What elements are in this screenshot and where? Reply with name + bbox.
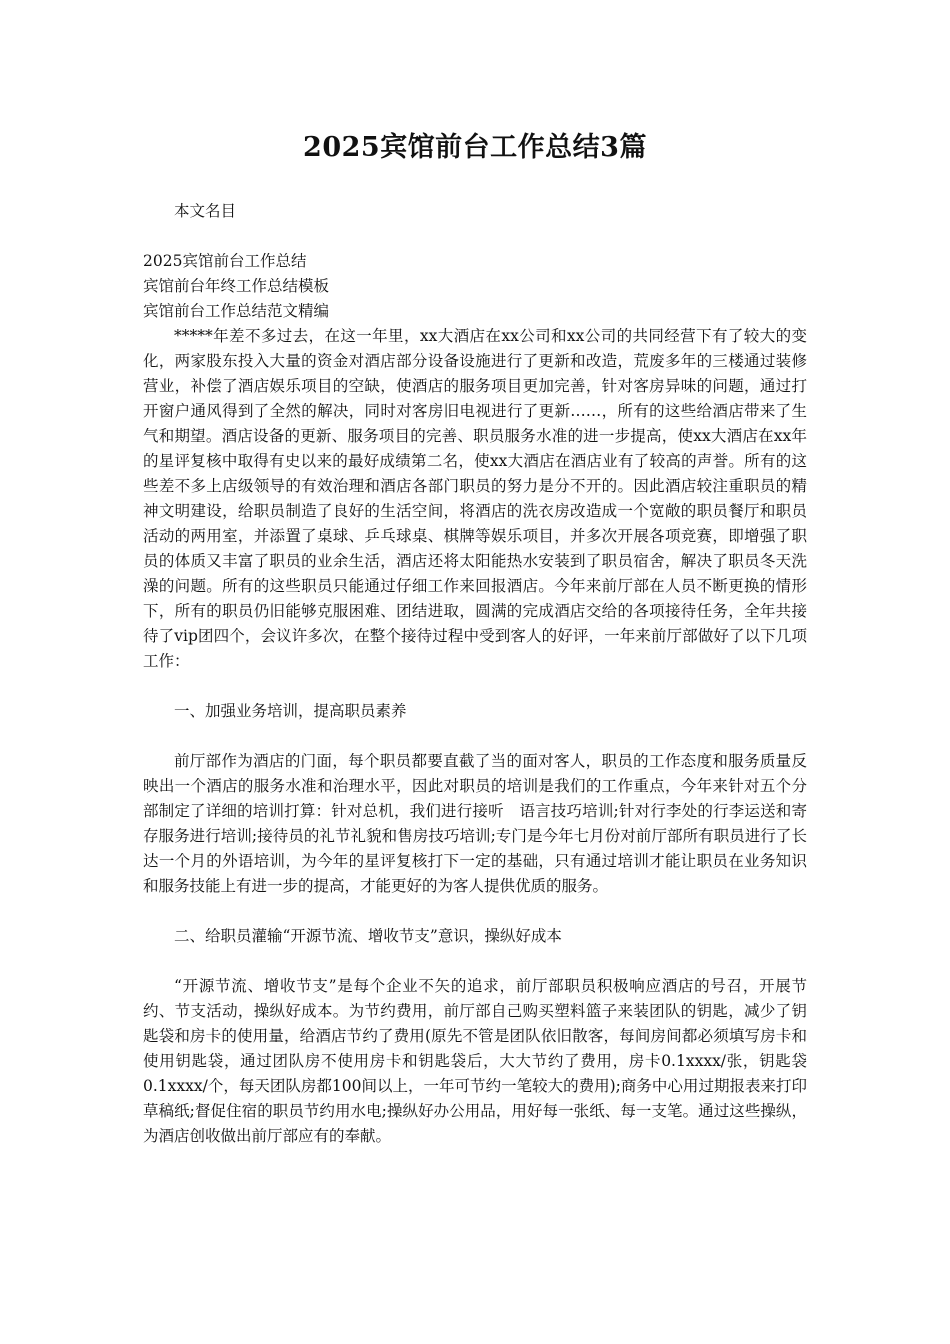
toc-item[interactable]: 宾馆前台年终工作总结模板 — [143, 277, 330, 295]
spacer — [143, 724, 807, 749]
document-body — [143, 199, 807, 1149]
toc-item[interactable]: 2025宾馆前台工作总结 — [143, 252, 307, 270]
section-heading-2: 二、给职员灌输“开源节流、增收节支”意识，操纵好成本 — [174, 927, 562, 945]
toc-item[interactable]: 宾馆前台工作总结范文精编 — [143, 302, 330, 320]
spacer — [143, 224, 807, 249]
table-of-contents — [143, 249, 807, 324]
spacer — [143, 899, 807, 924]
toc-heading: 本文名目 — [174, 202, 237, 220]
section-heading-1: 一、加强业务培训，提高职员素养 — [174, 702, 407, 720]
spacer — [143, 674, 807, 699]
spacer — [143, 949, 807, 974]
document-title: 2025宾馆前台工作总结3篇 — [303, 132, 647, 163]
intro-paragraph: *****年差不多过去，在这一年里，xx大酒店在xx公司和xx公司的共同经营下有了较大的变化，两家股东投入大量的资金对酒店部分设备设施进行了更新和改造，荒废多年的三楼通过装修营业，补偿了酒店娱乐项目的空缺，使酒店的服务项目更加完善，针对客房异味的问题，通过打开窗户通风得到了全然的解决，同时对客房旧电视进行了更新……，所有的这些给酒店带来了生气和期望。酒店设备的更新、服务项目的完善、职员服务水准的进一步提高，使xx大酒店在xx年的星评复核中取得有史以来的最好成绩第二名，使xx大酒店在酒店业有了较高的声誉。所有的这些差不多上店级领导的有效治理和酒店各部门职员的努力是分不开的。因此酒店较注重职员的精神文明建设，给职员制造了良好的生活空间，将酒店的洗衣房改造成一个宽敞的职员餐厅和职员活动的两用室，并添置了桌球、乒乓球桌、棋牌等娱乐项目，并多次开展各项竞赛，即增强了职员的体质又丰富了职员的业余生活，酒店还将太阳能热水安装到了职员宿舍，解决了职员冬天洗澡的问题。所有的这些职员只能通过仔细工作来回报酒店。今年来前厅部在人员不断更换的情形下，所有的职员仍旧能够克服困难、团结进取，圆满的完成酒店交给的各项接待任务，全年共接待了vip团四个，会议许多次，在整个接待过程中受到客人的好评，一年来前厅部做好了以下几项工作： — [143, 327, 807, 670]
section-2-paragraph: “开源节流、增收节支”是每个企业不矢的追求，前厅部职员积极响应酒店的号召，开展节约、节支活动，操纵好成本。为节约费用，前厅部自己购买塑料篮子来装团队的钥匙，减少了钥匙袋和房卡的使用量，给酒店节约了费用(原先不管是团队依旧散客，每间房间都必须填写房卡和使用钥匙袋，通过团队房不使用房卡和钥匙袋后，大大节约了费用，房卡0.1xxxx/张，钥匙袋0.1xxxx/个，每天团队房都100间以上，一年可节约一笔较大的费用);商务中心用过期报表来打印草稿纸;督促住宿的职员节约用水电;操纵好办公用品，用好每一张纸、每一支笔。通过这些操纵，为酒店创收做出前厅部应有的奉献。 — [143, 977, 807, 1145]
section-1-paragraph: 前厅部作为酒店的门面，每个职员都要直截了当的面对客人，职员的工作态度和服务质量反映出一个酒店的服务水准和治理水平，因此对职员的培训是我们的工作重点，今年来针对五个分部制定了详细的培训打算：针对总机，我们进行接听 语言技巧培训;针对行李处的行李运送和寄存服务进行培训;接待员的礼节礼貌和售房技巧培训;专门是今年七月份对前厅部所有职员进行了长达一个月的外语培训，为今年的星评复核打下一定的基础，只有通过培训才能让职员在业务知识和服务技能上有进一步的提高，才能更好的为客人提供优质的服务。 — [143, 752, 807, 895]
